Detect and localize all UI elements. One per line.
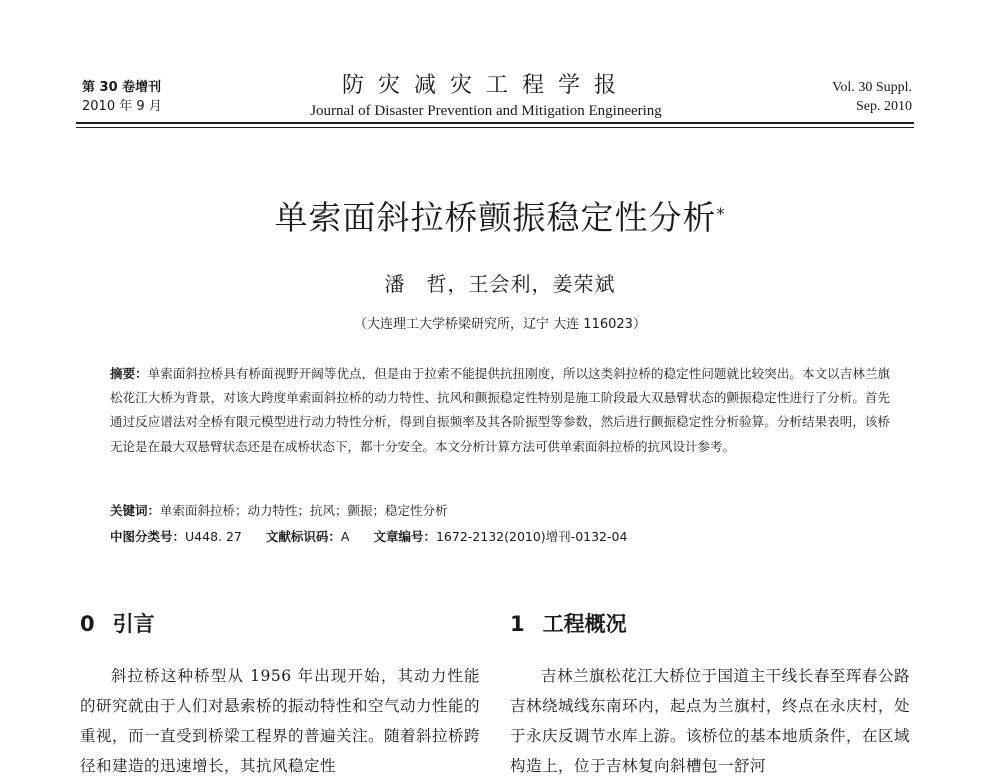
date-en: Sep. 2010	[856, 99, 912, 114]
classification-line	[110, 527, 890, 547]
doc-code-value: A	[340, 529, 350, 544]
affiliation: （大连理工大学桥梁研究所，辽宁 大连 116023）	[354, 317, 646, 332]
header-rule-thin	[76, 127, 914, 128]
section-title: 工程概况	[542, 612, 627, 636]
keywords	[110, 501, 890, 521]
title-footnote-mark: *	[716, 204, 726, 223]
abstract-label: 摘要：	[110, 366, 148, 381]
clc-value: U448. 27	[185, 529, 242, 544]
header-rule-thick	[76, 122, 914, 124]
running-header-right	[832, 78, 912, 116]
author-list: 潘 哲，王会利，姜荣斌	[384, 272, 616, 296]
article-no-label: 文章编号：	[373, 529, 436, 544]
article-no-value: 1672-2132(2010)增刊-0132-04	[435, 529, 628, 544]
section-number: 1	[510, 612, 525, 636]
date-cn: 2010 年 9 月	[82, 99, 162, 114]
volume-cn: 第 30 卷增刊	[82, 80, 162, 95]
paragraph: 斜拉桥这种桥型从 1956 年出现开始，其动力性能的研究就由于人们对悬索桥的振动特性和空气动力性能的重视，而一直受到桥梁工程界的普遍关注。随着斜拉桥跨径和建造的迅速增长，其抗风稳定性	[80, 667, 481, 775]
paper-title-text: 单索面斜拉桥颤振稳定性分析	[274, 198, 717, 237]
volume-en: Vol. 30 Suppl.	[832, 80, 912, 95]
keywords-label: 关键词：	[110, 503, 161, 518]
section-title: 引言	[112, 612, 155, 636]
section-number: 0	[80, 612, 95, 636]
running-header-center	[255, 72, 717, 122]
section-heading-0	[80, 610, 155, 638]
keywords-text: 单索面斜拉桥；动力特性；抗风；颤振；稳定性分析	[160, 503, 448, 518]
journal-title-cn: 防灾减灾工程学报	[341, 73, 630, 98]
journal-title-en: Journal of Disaster Prevention and Mitigation Engineering	[310, 103, 662, 119]
paper-title	[0, 196, 1000, 240]
section-body-1	[510, 661, 910, 781]
abstract	[110, 362, 890, 459]
abstract-text: 单索面斜拉桥具有桥面视野开阔等优点，但是由于拉索不能提供抗扭刚度，所以这类斜拉桥的稳定性问题就比较突出。本文以吉林兰旗松花江大桥为背景，对该大跨度单索面斜拉桥的动力特性、抗风和颤振稳定性特别是施工阶段最大双悬臂状态的颤振稳定性进行了分析。首先通过反应谱法对全桥有限元模型进行动力特性分析，得到自振频率及其各阶振型等参数，然后进行颤振稳定性分析验算。分析结果表明，该桥无论是在最大双悬臂状态还是在成桥状态下，都十分安全。本文分析计算方法可供单索面斜拉桥的抗风设计参考。	[110, 366, 890, 454]
section-heading-1	[510, 610, 627, 638]
section-body-0	[80, 661, 480, 781]
doc-code-label: 文献标识码：	[265, 529, 341, 544]
running-header-left	[82, 78, 162, 116]
clc-label: 中图分类号：	[110, 529, 186, 544]
paragraph: 吉林兰旗松花江大桥位于国道主干线长春至珲春公路吉林绕城线东南环内，起点为兰旗村，终点在永庆村，处于永庆反调节水库上游。该桥位的基本地质条件，在区域构造上，位于吉林复向斜槽包一舒河	[510, 667, 911, 775]
